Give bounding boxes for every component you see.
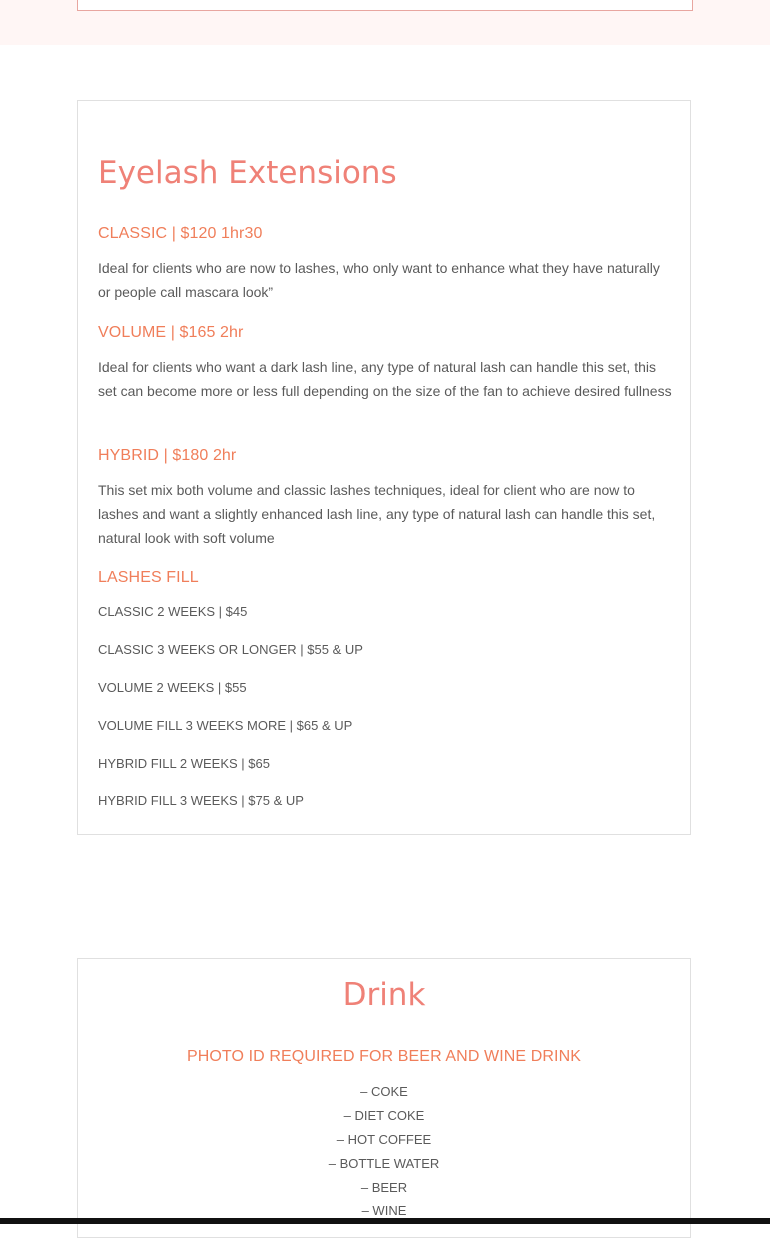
service-classic-desc: Ideal for clients who are now to lashes, who only want to enhance what they have naturally or people call mascara look” — [98, 260, 660, 300]
drink-item-wine: – WINE — [361, 1203, 407, 1218]
eyelash-extensions-card — [77, 100, 691, 835]
fill-item-classic-2-weeks: CLASSIC 2 WEEKS | $45 — [98, 604, 248, 619]
fill-item-hybrid-3-weeks: HYBRID FILL 3 WEEKS | $75 & UP — [98, 793, 304, 808]
service-hybrid-title: HYBRID | $180 2hr — [98, 447, 237, 464]
drink-item-diet-coke: – DIET COKE — [343, 1108, 425, 1123]
fill-item-volume-2-weeks: VOLUME 2 WEEKS | $55 — [98, 680, 247, 695]
drink-title: Drink — [342, 977, 426, 1013]
fill-item-volume-3-weeks: VOLUME FILL 3 WEEKS MORE | $65 & UP — [98, 718, 353, 733]
lashes-fill-title: LASHES FILL — [98, 569, 199, 586]
fill-item-hybrid-2-weeks: HYBRID FILL 2 WEEKS | $65 — [98, 756, 270, 771]
service-classic-title: CLASSIC | $120 1hr30 — [98, 225, 263, 242]
service-volume-desc: Ideal for clients who want a dark lash line, any type of natural lash can handle this set, this set can become more or less full depending on the size of the fan to achieve desired fullness — [98, 359, 672, 399]
photo-id-notice: PHOTO ID REQUIRED FOR BEER AND WINE DRINK — [186, 1048, 582, 1065]
drink-item-hot-coffee: – HOT COFFEE — [336, 1132, 432, 1147]
drink-card — [77, 958, 691, 1238]
fill-item-classic-3-weeks: CLASSIC 3 WEEKS OR LONGER | $55 & UP — [98, 642, 363, 657]
previous-section-band — [0, 0, 770, 45]
drink-item-beer: – BEER — [360, 1180, 408, 1195]
service-hybrid-desc: This set mix both volume and classic lashes techniques, ideal for client who are now to lashes and want a slightly enhanced lash line, any type of natural lash can handle this set, natural look with soft volume — [98, 482, 656, 546]
drink-item-coke: – COKE — [360, 1084, 408, 1099]
previous-section-box — [77, 0, 693, 11]
drink-item-bottle-water: – BOTTLE WATER — [328, 1156, 440, 1171]
service-volume-title: VOLUME | $165 2hr — [98, 324, 244, 341]
eyelash-extensions-title: Eyelash Extensions — [98, 155, 397, 191]
bottom-bar — [0, 1218, 770, 1224]
